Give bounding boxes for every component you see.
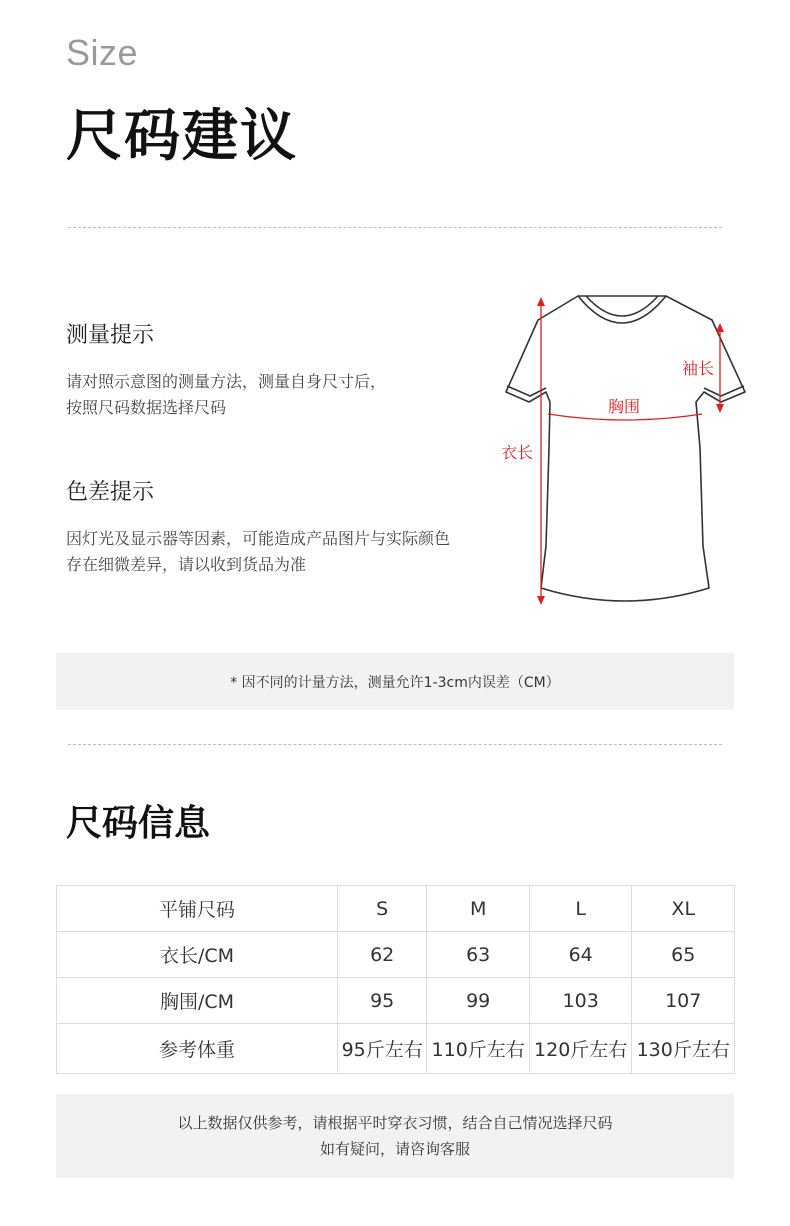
- measure-tip-line-2: 按照尺码数据选择尺码: [66, 398, 227, 417]
- size-english-title: Size: [66, 32, 139, 73]
- measurement-note-text: * 因不同的计量方法，测量允许1-3cm内误差（CM）: [230, 674, 560, 691]
- table-header-cell: XL: [632, 886, 735, 932]
- tshirt-measurement-diagram: [490, 288, 760, 618]
- color-tip-text: [66, 526, 450, 578]
- size-table: [56, 885, 735, 1074]
- table-row: [57, 1024, 735, 1074]
- divider: [68, 744, 722, 745]
- table-row: [57, 978, 735, 1024]
- table-row: [57, 932, 735, 978]
- table-header-cell: 平铺尺码: [57, 886, 338, 932]
- table-cell: 衣长/CM: [57, 932, 338, 978]
- measure-tip-text: [66, 369, 386, 421]
- table-header-cell: L: [529, 886, 632, 932]
- color-tip-line-1: 因灯光及显示器等因素，可能造成产品图片与实际颜色: [66, 529, 451, 548]
- table-cell: 胸围/CM: [57, 978, 338, 1024]
- color-tip-line-2: 存在细微差异，请以收到货品为准: [66, 555, 307, 574]
- length-label: 衣长: [500, 443, 534, 462]
- table-cell: 95斤左右: [338, 1024, 427, 1074]
- table-cell: 65: [632, 932, 735, 978]
- table-header-cell: M: [427, 886, 530, 932]
- table-cell: 62: [338, 932, 427, 978]
- table-cell: 110斤左右: [427, 1024, 530, 1074]
- sleeve-label: 袖长: [681, 359, 715, 378]
- measure-tip-title: 测量提示: [66, 323, 155, 348]
- chest-label: 胸围: [607, 397, 641, 416]
- measure-tip-line-1: 请对照示意图的测量方法，测量自身尺寸后，: [66, 372, 387, 391]
- length-arrow-top: [537, 297, 545, 306]
- footer-note-line-1: 以上数据仅供参考，请根据平时穿衣习惯，结合自己情况选择尺码: [177, 1114, 613, 1132]
- color-tip-title: 色差提示: [66, 480, 155, 505]
- table-cell: 95: [338, 978, 427, 1024]
- table-cell: 63: [427, 932, 530, 978]
- tshirt-outline: [506, 296, 745, 601]
- table-cell: 99: [427, 978, 530, 1024]
- size-info-title: 尺码信息: [66, 803, 211, 844]
- table-header-cell: S: [338, 886, 427, 932]
- page-title: 尺码建议: [66, 104, 298, 169]
- table-cell: 103: [529, 978, 632, 1024]
- table-header-row: [57, 886, 735, 932]
- table-cell: 107: [632, 978, 735, 1024]
- table-cell: 130斤左右: [632, 1024, 735, 1074]
- table-cell: 64: [529, 932, 632, 978]
- sleeve-arrow-bottom: [716, 404, 724, 413]
- table-cell: 参考体重: [57, 1024, 338, 1074]
- sleeve-arrow-top: [716, 323, 724, 332]
- footer-note-line-2: 如有疑问，请咨询客服: [319, 1140, 470, 1158]
- measurement-note: [56, 653, 734, 710]
- footer-note: [56, 1094, 734, 1178]
- table-cell: 120斤左右: [529, 1024, 632, 1074]
- divider: [68, 227, 722, 228]
- length-arrow-bottom: [537, 596, 545, 605]
